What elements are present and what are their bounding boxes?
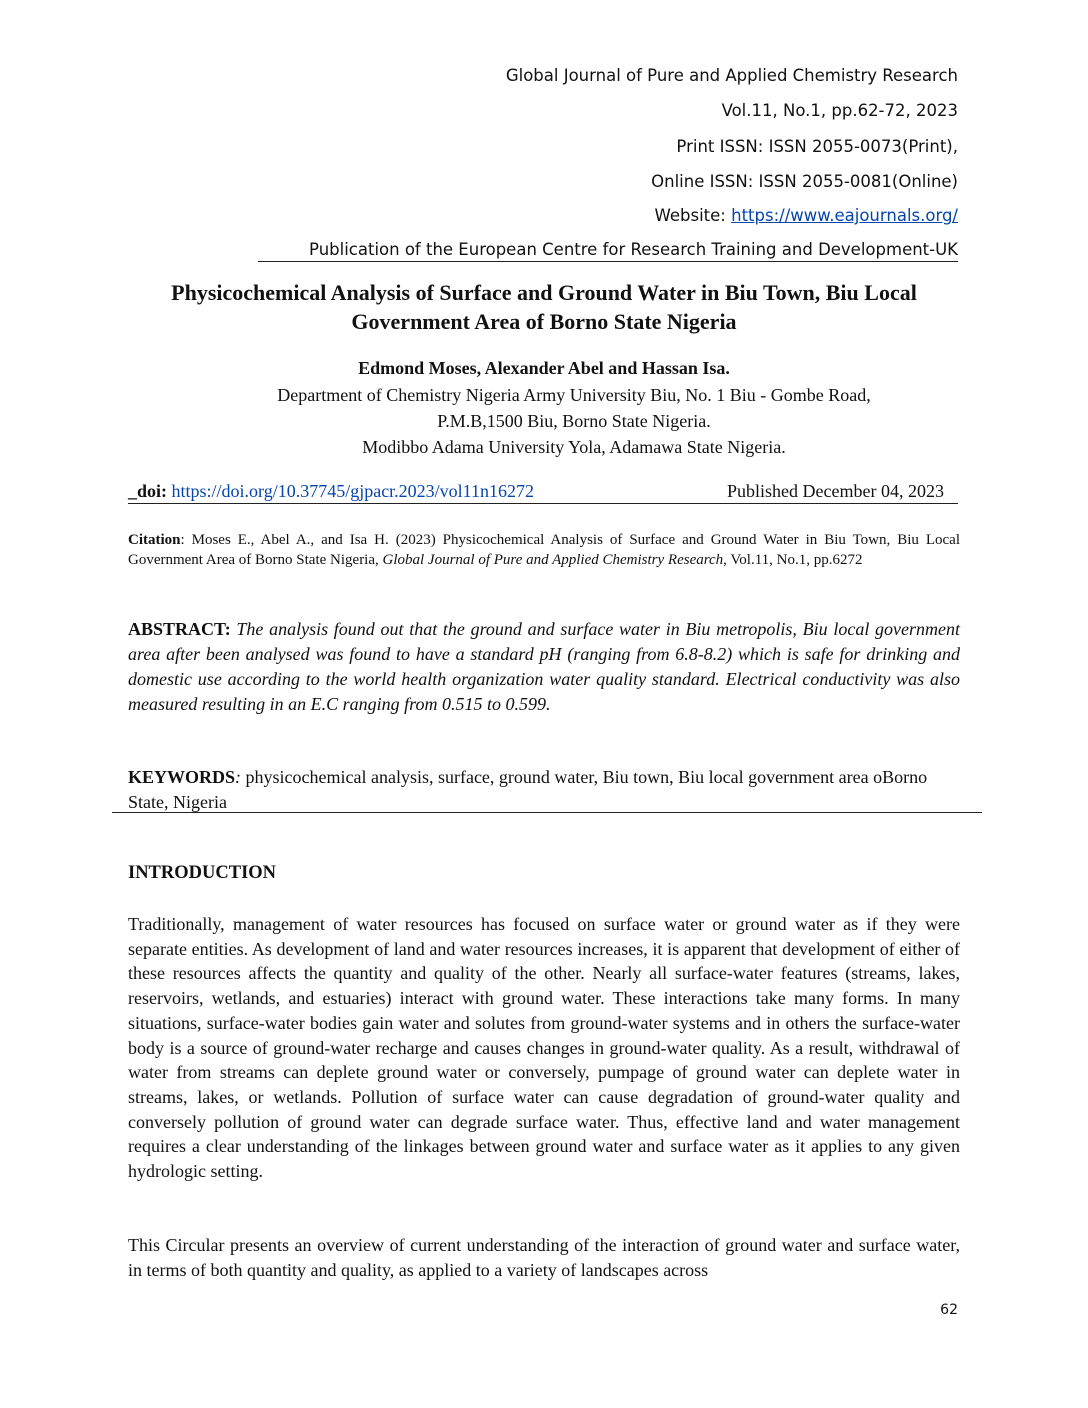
article-title: Physicochemical Analysis of Surface and Ground Water in Biu Town, Biu Local Government Area of Borno State Nigeria — [171, 280, 917, 334]
doi-link[interactable]: https://doi.org/10.37745/gjpacr.2023/vol11n16272 — [171, 481, 535, 501]
citation-journal: Global Journal of Pure and Applied Chemistry Research — [382, 552, 724, 568]
citation-tail: , Vol.11, No.1, pp.6272 — [723, 552, 863, 568]
citation — [128, 530, 960, 570]
page-number: 62 — [940, 1302, 958, 1318]
keywords-colon: : — [235, 767, 242, 787]
print-issn: Print ISSN: ISSN 2055-0073(Print), — [676, 137, 958, 156]
website-link[interactable]: https://www.eajournals.org/ — [731, 206, 958, 225]
doi-row — [128, 481, 958, 504]
keywords-label: KEYWORDS — [128, 767, 236, 787]
doi-label: _doi: — [128, 481, 168, 501]
body-paragraph: Traditionally, management of water resources has focused on surface water or ground water as if they were separate entities. As development of land and water resources increases, it is apparent that development of either of these resources affects the quantity and quality of the other. Nearly all surface-water features (streams, lakes, reservoirs, wetlands, and estuaries) interact with ground water. These interactions take many forms. In many situations, surface-water bodies gain water and solutes from ground-water systems and in others the surface-water body is a source of ground-water recharge and causes changes in ground-water quality. As a result, withdrawal of water from streams can deplete ground water or conversely, pumpage of ground water can deplete water in streams, lakes, or wetlands. Pollution of surface water can cause degradation of ground-water quality and conversely pollution of ground water can degrade surface water. Thus, effective land and water management requires a clear understanding of the linkages between ground water and surface water as it applies to any given hydrologic setting. — [128, 914, 960, 1182]
authors: Edmond Moses, Alexander Abel and Hassan Isa. — [358, 358, 730, 378]
citation-label: Citation — [128, 532, 181, 548]
citation-text: : Moses E., Abel A., and Isa H. (2023) Physicochemical Analysis of Surface and Ground Water in Biu Town, Biu Local Government Area of Borno State Nigeria, — [128, 532, 960, 568]
abstract-text: The analysis found out that the ground and surface water in Biu metropolis, Biu local government area after been analysed was found to have a standard pH (ranging from 6.8-8.2) which is safe for drinking and domestic use according to the world health organization water quality standard. Electrical conductivity was also measured resulting in an E.C ranging from 0.515 to 0.599. — [128, 619, 960, 714]
website-line — [655, 206, 958, 225]
affiliation-line: Modibbo Adama University Yola, Adamawa State Nigeria. — [362, 437, 786, 457]
affiliation-line: Department of Chemistry Nigeria Army University Biu, No. 1 Biu - Gombe Road, — [277, 385, 871, 405]
abstract-label: ABSTRACT: — [128, 619, 231, 639]
section-divider — [112, 812, 982, 813]
introduction-heading: INTRODUCTION — [128, 863, 277, 883]
keywords — [128, 765, 960, 815]
published-date: Published December 04, 2023 — [727, 481, 944, 501]
publication-line: Publication of the European Centre for Research Training and Development-UK — [258, 240, 958, 262]
website-label: Website: — [654, 206, 732, 225]
abstract — [128, 617, 960, 717]
volume-info: Vol.11, No.1, pp.62-72, 2023 — [721, 101, 958, 120]
keywords-text: physicochemical analysis, surface, ground water, Biu town, Biu local government area oBorno State, Nigeria — [128, 767, 928, 812]
journal-name: Global Journal of Pure and Applied Chemistry Research — [505, 66, 958, 85]
affiliation-line: P.M.B,1500 Biu, Borno State Nigeria. — [437, 411, 711, 431]
online-issn: Online ISSN: ISSN 2055-0081(Online) — [651, 172, 958, 191]
body-paragraph: This Circular presents an overview of current understanding of the interaction of ground water and surface water, in terms of both quantity and quality, as applied to a variety of landscapes across — [128, 1235, 960, 1280]
